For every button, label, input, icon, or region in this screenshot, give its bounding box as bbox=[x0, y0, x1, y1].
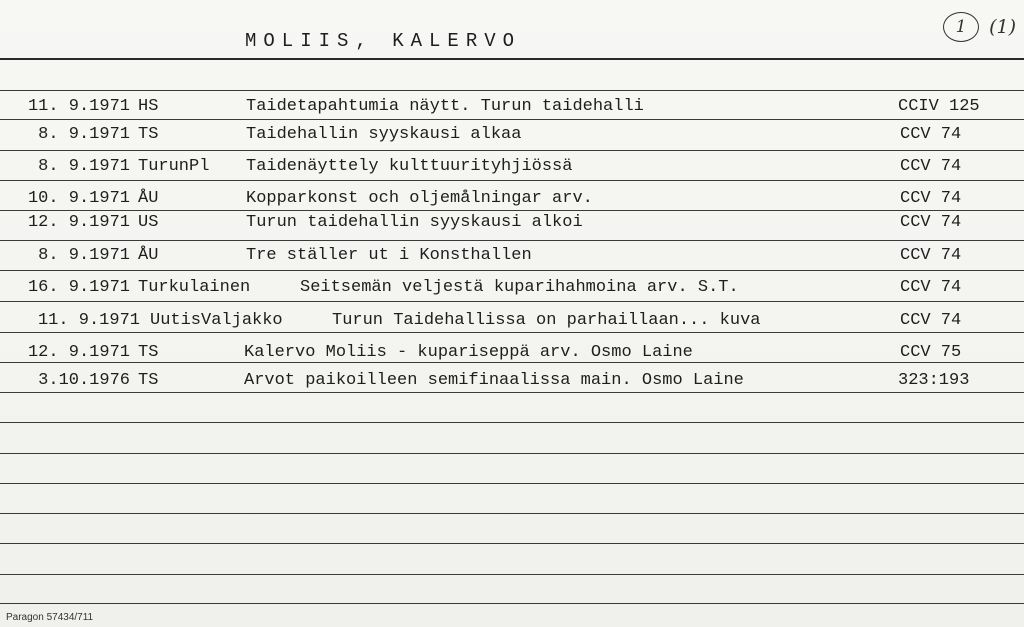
circled-number-text: 1 bbox=[955, 17, 967, 37]
entry-row bbox=[0, 156, 1024, 178]
entry-reference: CCV 74 bbox=[900, 189, 962, 208]
entry-date: 11. 9.1971 bbox=[27, 97, 130, 116]
entry-date: 16. 9.1971 bbox=[27, 278, 130, 297]
rule-line bbox=[0, 332, 1024, 333]
entry-reference: 323:193 bbox=[898, 371, 970, 390]
rule-line bbox=[0, 483, 1024, 484]
entry-date: 10. 9.1971 bbox=[27, 189, 130, 208]
rule-line bbox=[0, 422, 1024, 423]
entry-reference: CCV 74 bbox=[900, 213, 962, 232]
entry-row bbox=[0, 96, 1024, 118]
entry-row bbox=[0, 212, 1024, 234]
parenthesized-number-mark: (1) bbox=[989, 16, 1016, 38]
circled-number-mark bbox=[943, 12, 979, 42]
entry-row bbox=[0, 245, 1024, 267]
rule-line bbox=[0, 513, 1024, 514]
entry-title: Kalervo Moliis - kupariseppä arv. Osmo Laine bbox=[244, 343, 693, 362]
entry-row bbox=[0, 310, 1024, 332]
entry-title: Taidehallin syyskausi alkaa bbox=[246, 125, 522, 144]
rule-line bbox=[0, 603, 1024, 604]
entry-title: Seitsemän veljestä kuparihahmoina arv. S.T. bbox=[300, 278, 739, 297]
entry-row bbox=[0, 188, 1024, 210]
rule-line bbox=[0, 453, 1024, 454]
entry-row bbox=[0, 124, 1024, 146]
entry-date: 8. 9.1971 bbox=[38, 157, 130, 176]
entry-reference: CCV 74 bbox=[900, 157, 962, 176]
entry-title: Taidenäyttely kulttuurityhjiössä bbox=[246, 157, 573, 176]
rule-line bbox=[0, 240, 1024, 241]
entry-row bbox=[0, 370, 1024, 392]
entry-source: TurunPl bbox=[138, 157, 210, 176]
entry-reference: CCV 74 bbox=[900, 246, 962, 265]
rule-line bbox=[0, 543, 1024, 544]
entry-source: TS bbox=[138, 343, 159, 362]
entry-source: TS bbox=[138, 371, 159, 390]
rule-line bbox=[0, 270, 1024, 271]
entry-reference: CCV 75 bbox=[900, 343, 962, 362]
entry-date: 12. 9.1971 bbox=[27, 343, 130, 362]
entry-title: Turun taidehallin syyskausi alkoi bbox=[246, 213, 583, 232]
entry-title: Arvot paikoilleen semifinaalissa main. Osmo Laine bbox=[244, 371, 744, 390]
entry-date: 3.10.1976 bbox=[38, 371, 130, 390]
entry-source: US bbox=[138, 213, 159, 232]
entry-title: Turun Taidehallissa on parhaillaan... kuva bbox=[332, 311, 761, 330]
entry-date: 11. 9.1971 bbox=[37, 311, 140, 330]
rule-line bbox=[0, 90, 1024, 91]
entry-row bbox=[0, 277, 1024, 299]
entry-reference: CCIV 125 bbox=[898, 97, 980, 116]
card-title: MOLIIS, KALERVO bbox=[245, 30, 522, 52]
entry-source: ÅU bbox=[138, 246, 159, 265]
entry-date: 8. 9.1971 bbox=[38, 246, 130, 265]
entry-title: Tre ställer ut i Konsthallen bbox=[246, 246, 532, 265]
rule-line bbox=[0, 301, 1024, 302]
entry-reference: CCV 74 bbox=[900, 311, 962, 330]
rule-line bbox=[0, 119, 1024, 120]
rule-line bbox=[0, 150, 1024, 151]
header-rule bbox=[0, 58, 1024, 60]
entry-row bbox=[0, 342, 1024, 364]
entry-reference: CCV 74 bbox=[900, 125, 962, 144]
rule-line bbox=[0, 180, 1024, 181]
rule-line bbox=[0, 210, 1024, 211]
entry-source: TS bbox=[138, 125, 159, 144]
entry-source: ÅU bbox=[138, 189, 159, 208]
entry-title: Taidetapahtumia näytt. Turun taidehalli bbox=[246, 97, 644, 116]
printer-imprint: Paragon 57434/711 bbox=[6, 612, 94, 623]
card-number-marks bbox=[943, 12, 1016, 42]
entry-source: HS bbox=[138, 97, 159, 116]
entry-date: 12. 9.1971 bbox=[27, 213, 130, 232]
rule-line bbox=[0, 574, 1024, 575]
entry-date: 8. 9.1971 bbox=[38, 125, 130, 144]
entry-source: UutisValjakko bbox=[150, 311, 283, 330]
entry-source: Turkulainen bbox=[138, 278, 251, 297]
entry-reference: CCV 74 bbox=[900, 278, 962, 297]
rule-line bbox=[0, 392, 1024, 393]
entry-title: Kopparkonst och oljemålningar arv. bbox=[246, 189, 593, 208]
